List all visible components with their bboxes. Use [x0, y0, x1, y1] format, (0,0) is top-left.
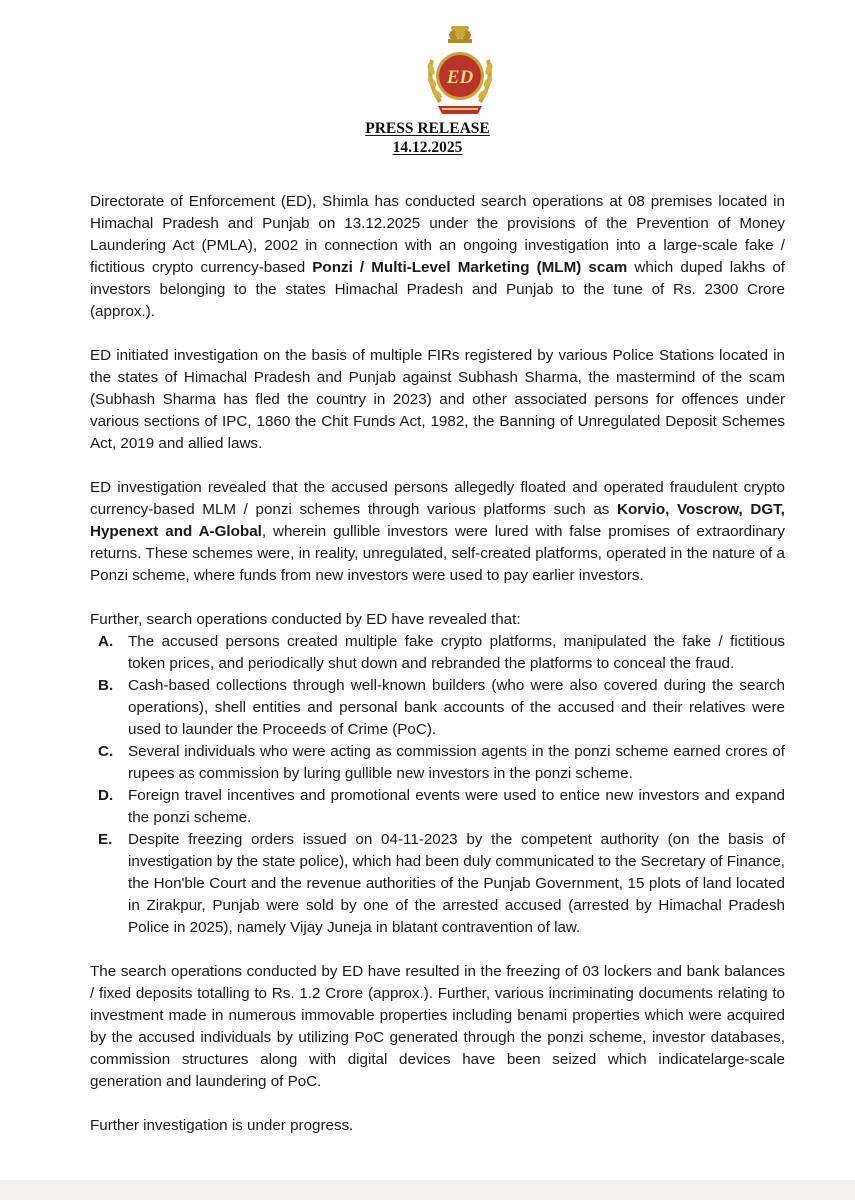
list-item-text: Cash-based collections through well-known builders (who were also covered during the search operations), shell entities and personal bank accounts of the accused and their relatives were used to launder the Proceeds of Crime (PoC).	[128, 677, 785, 738]
scam-name-bold: Ponzi / Multi-Level Marketing (MLM) scam	[312, 259, 628, 276]
findings-intro: Further, search operations conducted by ED have revealed that:	[90, 611, 521, 628]
list-item-text: Several individuals who were acting as commission agents in the ponzi scheme earned crores of rupees as commission by luring gullible new investors in the ponzi scheme.	[128, 743, 785, 782]
paragraph-investigation-basis: ED initiated investigation on the basis of multiple FIRs registered by various Police Stations located in the states of Himachal Pradesh and Punjab against Subhash Sharma, the mastermind of the scam (Subhash Sharma has fled the country in 2023) and other associated persons for offences under various sections of IPC, 1860 the Chit Funds Act, 1982, the Banning of Unregulated Deposit Schemes Act, 2019 and allied laws.	[90, 347, 785, 452]
findings-list	[90, 631, 785, 939]
list-item-text: Foreign travel incentives and promotional events were used to entice new investors and expand the ponzi scheme.	[128, 787, 785, 826]
list-item	[90, 631, 785, 675]
paragraph-search-operations: Directorate of Enforcement (ED), Shimla has conducted search operations at 08 premises located in Himachal Pradesh and Punjab on 13.12.2025 under the provisions of the Prevention of Money Laundering Act (PMLA), 2002 in connection with an ongoing investigation into a large-scale fake / fictitious crypto currency-based Ponzi / Multi-Level Marketing (MLM) scam which duped lakhs of investors belonging to the states Himachal Pradesh and Punjab to the tune of Rs. 2300 Crore (approx.).	[90, 193, 785, 320]
list-item	[90, 829, 785, 939]
list-marker: A.	[98, 633, 114, 650]
list-marker: E.	[98, 831, 113, 848]
list-marker: C.	[98, 743, 114, 760]
paragraph-search-results: The search operations conducted by ED have resulted in the freezing of 03 lockers and bank balances / fixed deposits totalling to Rs. 1.2 Crore (approx.). Further, various incriminating documents relating to investment made in numerous immovable properties including benami properties which were acquired by the accused individuals by utilizing PoC generated through the ponzi scheme, investor databases, commission structures along with digital devices have been seized which indicatelarge-scale generation and laundering of PoC.	[90, 963, 785, 1090]
list-marker: D.	[98, 787, 114, 804]
page-bottom-margin	[0, 1180, 855, 1200]
lion-capital-icon	[448, 26, 472, 43]
emblem-letters: ED	[446, 67, 474, 88]
press-release-date: 14.12.2025	[392, 139, 463, 156]
list-item	[90, 675, 785, 741]
list-item-text: The accused persons created multiple fake crypto platforms, manipulated the fake / fictitious token prices, and periodically shut down and rebranded the platforms to conceal the fraud.	[128, 633, 785, 672]
paragraph-investigation-findings: ED investigation revealed that the accused persons allegedly floated and operated fraudulent crypto currency-based MLM / ponzi schemes through various platforms such as Korvio, Voscrow, DGT, Hypenext and A-Global, wherein gullible investors were lured with false promises of extraordinary returns. These schemes were, in reality, unregulated, self-created platforms, operated in the nature of a Ponzi scheme, where funds from new investors were used to pay earlier investors.	[90, 479, 785, 584]
closing-statement: Further investigation is under progress.	[90, 1117, 354, 1134]
list-item	[90, 785, 785, 829]
press-release-title: PRESS RELEASE	[365, 120, 490, 137]
ed-emblem-logo	[418, 24, 502, 118]
platform-names-bold: Korvio, Voscrow, DGT, Hypenext and A-Global	[90, 501, 785, 540]
list-item	[90, 741, 785, 785]
list-marker: B.	[98, 677, 114, 694]
press-release-body	[90, 191, 785, 1159]
list-item-text: Despite freezing orders issued on 04-11-2023 by the competent authority (on the basis of investigation by the state police), which had been duly communicated to the Secretary of Finance, the Hon'ble Court and the revenue authorities of the Punjab Government, 15 plots of land located in Zirakpur, Punjab were sold by one of the arrested accused (arrested by Himachal Pradesh Police in 2025), namely Vijay Juneja in blatant contravention of law.	[128, 831, 785, 936]
